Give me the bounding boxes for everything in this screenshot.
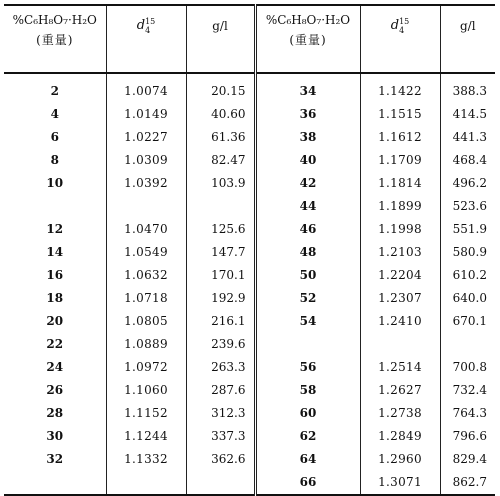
table-row <box>4 287 495 310</box>
right-density-cell: 1.1612 <box>360 126 440 149</box>
left-percent-cell <box>4 195 106 218</box>
header-density-left <box>106 5 186 73</box>
table-row <box>4 402 495 425</box>
left-grams-per-liter-cell: 312.3 <box>186 402 255 425</box>
left-density-cell: 1.0309 <box>106 149 186 172</box>
density-sup-left: 15 <box>145 16 156 26</box>
table-row <box>4 425 495 448</box>
right-grams-per-liter-cell: 862.7 <box>440 471 495 495</box>
left-density-cell: 1.0392 <box>106 172 186 195</box>
left-grams-per-liter-cell: 82.47 <box>186 149 255 172</box>
table-row <box>4 241 495 264</box>
header-percent-right <box>255 5 360 73</box>
left-density-cell: 1.1060 <box>106 379 186 402</box>
table-header-row <box>4 5 495 73</box>
right-grams-per-liter-cell <box>440 333 495 356</box>
right-percent-cell: 52 <box>299 291 317 305</box>
left-density-cell: 1.0227 <box>106 126 186 149</box>
density-symbol-right: d <box>390 18 400 33</box>
right-grams-per-liter-cell: 700.8 <box>440 356 495 379</box>
left-density-cell: 1.0972 <box>106 356 186 379</box>
right-percent-cell: 46 <box>299 222 317 236</box>
table-row <box>4 172 495 195</box>
right-percent-cell: 42 <box>299 176 317 190</box>
right-density-cell: 1.2514 <box>360 356 440 379</box>
right-grams-per-liter-cell: 640.0 <box>440 287 495 310</box>
right-percent-cell: 58 <box>299 383 317 397</box>
left-percent-cell: 6 <box>50 130 59 144</box>
left-density-cell: 1.1244 <box>106 425 186 448</box>
right-density-cell: 1.2204 <box>360 264 440 287</box>
left-percent-cell: 16 <box>46 268 64 282</box>
header-percent-left <box>4 5 106 73</box>
left-density-cell: 1.0805 <box>106 310 186 333</box>
left-percent-cell: 26 <box>46 383 64 397</box>
left-grams-per-liter-cell: 103.9 <box>186 172 255 195</box>
right-percent-cell: 66 <box>255 471 360 495</box>
right-density-cell: 1.1899 <box>360 195 440 218</box>
left-grams-per-liter-cell: 337.3 <box>186 425 255 448</box>
right-percent-cell: 62 <box>299 429 317 443</box>
left-density-cell: 1.1152 <box>106 402 186 425</box>
right-percent-cell: 34 <box>299 84 317 98</box>
left-density-cell: 1.0718 <box>106 287 186 310</box>
left-grams-per-liter-cell <box>186 471 255 495</box>
left-percent-cell: 10 <box>46 176 64 190</box>
left-grams-per-liter-cell <box>186 195 255 218</box>
right-density-cell: 1.1515 <box>360 103 440 126</box>
left-percent-cell: 14 <box>46 245 64 259</box>
right-grams-per-liter-cell: 732.4 <box>440 379 495 402</box>
table-row <box>4 218 495 241</box>
header-unit-left: g/l <box>186 5 255 73</box>
left-percent-cell: 20 <box>46 314 64 328</box>
left-density-cell: 1.0470 <box>106 218 186 241</box>
left-grams-per-liter-cell: 125.6 <box>186 218 255 241</box>
right-grams-per-liter-cell: 610.2 <box>440 264 495 287</box>
left-percent-cell: 8 <box>50 153 59 167</box>
table-row <box>4 356 495 379</box>
table-row <box>4 195 495 218</box>
left-density-cell: 1.0889 <box>106 333 186 356</box>
right-density-cell: 1.2307 <box>360 287 440 310</box>
table-row <box>4 471 495 495</box>
left-density-cell: 1.0074 <box>106 73 186 103</box>
right-density-cell <box>360 333 440 356</box>
table-row <box>4 264 495 287</box>
header-density-right <box>360 5 440 73</box>
header-percent-note-right: (重量) <box>289 33 327 47</box>
right-grams-per-liter-cell: 468.4 <box>440 149 495 172</box>
table-body <box>4 73 495 495</box>
left-grams-per-liter-cell: 216.1 <box>186 310 255 333</box>
right-grams-per-liter-cell: 496.2 <box>440 172 495 195</box>
right-density-cell: 1.2960 <box>360 448 440 471</box>
left-grams-per-liter-cell: 192.9 <box>186 287 255 310</box>
left-density-cell: 1.0632 <box>106 264 186 287</box>
table-row <box>4 333 495 356</box>
density-symbol-left: d <box>136 18 146 33</box>
left-percent-cell: 24 <box>46 360 64 374</box>
left-density-cell <box>106 471 186 495</box>
right-percent-cell: 48 <box>299 245 317 259</box>
right-grams-per-liter-cell: 580.9 <box>440 241 495 264</box>
left-density-cell: 1.0549 <box>106 241 186 264</box>
right-grams-per-liter-cell: 829.4 <box>440 448 495 471</box>
table-row <box>4 103 495 126</box>
right-grams-per-liter-cell: 670.1 <box>440 310 495 333</box>
right-percent-cell: 50 <box>299 268 317 282</box>
density-sup-right: 15 <box>399 16 410 26</box>
table-row <box>4 126 495 149</box>
right-percent-cell: 64 <box>299 452 317 466</box>
left-density-cell: 1.1332 <box>106 448 186 471</box>
right-percent-cell: 36 <box>299 107 317 121</box>
left-percent-cell: 12 <box>46 222 64 236</box>
right-percent-cell: 40 <box>299 153 317 167</box>
left-percent-cell: 2 <box>50 84 59 98</box>
citric-acid-density-table <box>4 4 495 496</box>
right-grams-per-liter-cell: 551.9 <box>440 218 495 241</box>
left-grams-per-liter-cell: 239.6 <box>186 333 255 356</box>
left-density-cell: 1.0149 <box>106 103 186 126</box>
right-grams-per-liter-cell: 796.6 <box>440 425 495 448</box>
header-percent-formula-right: %C₆H₈O₇·H₂O <box>265 13 351 27</box>
left-percent-cell: 32 <box>46 452 64 466</box>
left-percent-cell: 18 <box>46 291 64 305</box>
right-density-cell: 1.2738 <box>360 402 440 425</box>
left-grams-per-liter-cell: 40.60 <box>186 103 255 126</box>
left-grams-per-liter-cell: 20.15 <box>186 73 255 103</box>
right-density-cell: 1.3071 <box>360 471 440 495</box>
table-row <box>4 448 495 471</box>
right-percent-cell <box>255 333 360 356</box>
right-density-cell: 1.1998 <box>360 218 440 241</box>
table-row <box>4 149 495 172</box>
header-percent-formula-left: %C₆H₈O₇·H₂O <box>12 13 97 27</box>
right-density-cell: 1.2627 <box>360 379 440 402</box>
right-percent-cell: 56 <box>299 360 317 374</box>
table-row <box>4 73 495 103</box>
left-percent-cell: 28 <box>46 406 64 420</box>
right-density-cell: 1.1709 <box>360 149 440 172</box>
left-percent-cell: 4 <box>50 107 59 121</box>
left-grams-per-liter-cell: 263.3 <box>186 356 255 379</box>
right-density-cell: 1.1814 <box>360 172 440 195</box>
density-sub-left: 4 <box>145 25 151 35</box>
table-row <box>4 379 495 402</box>
left-density-cell <box>106 195 186 218</box>
right-density-cell: 1.2103 <box>360 241 440 264</box>
density-sub-right: 4 <box>399 25 405 35</box>
right-density-cell: 1.2410 <box>360 310 440 333</box>
right-grams-per-liter-cell: 441.3 <box>440 126 495 149</box>
right-grams-per-liter-cell: 388.3 <box>440 73 495 103</box>
right-percent-cell: 44 <box>299 199 317 213</box>
left-grams-per-liter-cell: 362.6 <box>186 448 255 471</box>
table-row <box>4 310 495 333</box>
right-grams-per-liter-cell: 414.5 <box>440 103 495 126</box>
right-density-cell: 1.2849 <box>360 425 440 448</box>
right-percent-cell: 60 <box>299 406 317 420</box>
right-density-cell: 1.1422 <box>360 73 440 103</box>
left-percent-cell: 22 <box>46 337 64 351</box>
header-unit-right: g/l <box>440 5 495 73</box>
left-grams-per-liter-cell: 61.36 <box>186 126 255 149</box>
right-grams-per-liter-cell: 764.3 <box>440 402 495 425</box>
left-percent-cell: 30 <box>46 429 64 443</box>
right-grams-per-liter-cell: 523.6 <box>440 195 495 218</box>
left-grams-per-liter-cell: 170.1 <box>186 264 255 287</box>
left-grams-per-liter-cell: 287.6 <box>186 379 255 402</box>
right-percent-cell: 38 <box>299 130 317 144</box>
left-grams-per-liter-cell: 147.7 <box>186 241 255 264</box>
left-percent-cell <box>4 471 106 495</box>
header-percent-note-left: (重量) <box>36 33 74 47</box>
right-percent-cell: 54 <box>299 314 317 328</box>
